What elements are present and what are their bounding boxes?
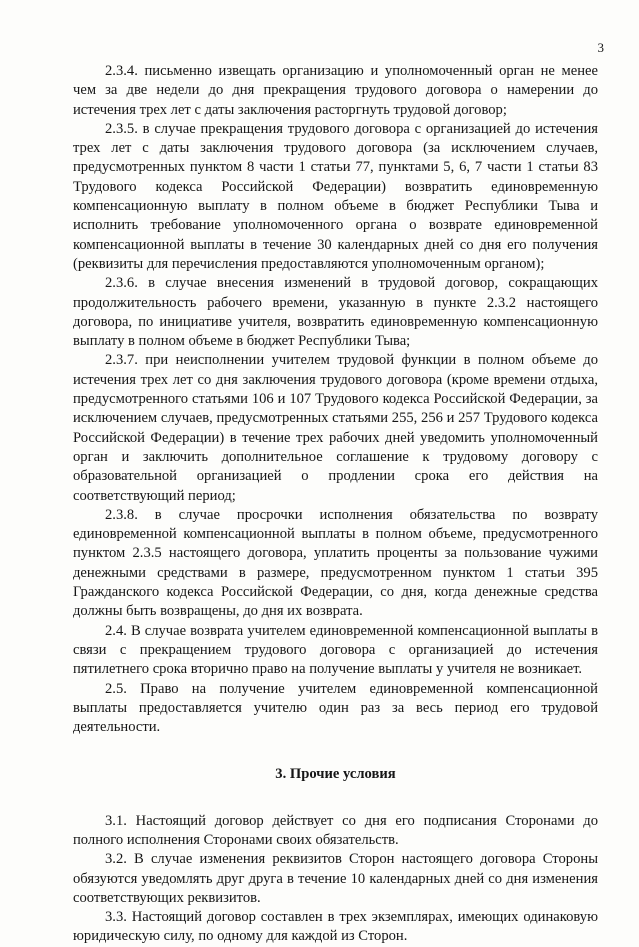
page-number: 3 xyxy=(597,40,604,55)
document-body xyxy=(73,62,598,947)
section-heading: 3. Прочие условия xyxy=(275,766,396,783)
paragraph-3-2: 3.2. В случае изменения реквизитов Сторон настоящего договора Стороны обязуются уведомлять друг друга в течение 10 календарных дней со дня изменения соответствующих реквизитов. xyxy=(73,851,598,906)
paragraph-3-1: 3.1. Настоящий договор действует со дня его подписания Сторонами до полного исполнения Сторонами своих обязательств. xyxy=(73,812,598,848)
paragraph-2-3-5: 2.3.5. в случае прекращения трудового договора с организацией до истечения трех лет с даты заключения трудового договора (за исключением случаев, предусмотренных пунктом 8 части 1 статьи 77, пунктами 5, 6, 7 части 1 статьи 83 Трудового кодекса Российской Федерации) возвратить единовременную компенсационную выплату в полном объеме в бюджет Республики Тыва и исполнить требование уполномоченного органа о возврате единовременной компенсационной выплаты в течение 30 календарных дней со дня его получения (реквизиты для перечисления предоставляются уполномоченным органом); xyxy=(73,120,598,272)
paragraph-2-3-4: 2.3.4. письменно извещать организацию и уполномоченный орган не менее чем за две недели до дня прекращения трудового договора о намерении до истечения трех лет с даты заключения расторгнуть трудовой договор; xyxy=(73,63,598,118)
paragraph-2-3-7: 2.3.7. при неисполнении учителем трудовой функции в полном объеме до истечения трех лет со дня заключения трудового договора (кроме времени отдыха, предусмотренного статьями 106 и 107 Трудового кодекса Российской Федерации, за исключением случаев, предусмотренных статьями 255, 256 и 257 Трудового кодекса Российской Федерации) в течение трех рабочих дней уведомить уполномоченный орган и заключить дополнительное соглашение к трудовому договору с образовательной организацией о продлении срока его действия на соответствующий период; xyxy=(73,352,598,504)
paragraph-2-5: 2.5. Право на получение учителем единовременной компенсационной выплаты предоставляется учителю один раз за весь период его трудовой деятельности. xyxy=(73,680,598,736)
paragraph-3-3: 3.3. Настоящий договор составлен в трех экземплярах, имеющих одинаковую юридическую силу, по одному для каждой из Сторон. xyxy=(73,909,598,945)
paragraph-2-3-6: 2.3.6. в случае внесения изменений в трудовой договор, сокращающих продолжительность рабочего времени, указанную в пункте 2.3.2 настоящего договора, по инициативе учителя, возвратить единовременную компенсационную выплату в полном объеме в бюджет Республики Тыва; xyxy=(73,275,598,350)
paragraph-2-3-8: 2.3.8. в случае просрочки исполнения обязательства по возврату единовременной компенсационной выплаты в полном объеме, предусмотренного пунктом 2.3.5 настоящего договора, уплатить проценты за пользование чужими денежными средствами в размере, предусмотренном пунктом 1 статьи 395 Гражданского кодекса Российской Федерации, со дня, когда денежные средства должны быть возвращены, до дня их возврата. xyxy=(73,506,598,620)
paragraph-2-4: 2.4. В случае возврата учителем единовременной компенсационной выплаты в связи с прекращением трудового договора с организацией до истечения пятилетнего срока вторично право на получение выплаты у учителя не возникает. xyxy=(73,622,598,678)
